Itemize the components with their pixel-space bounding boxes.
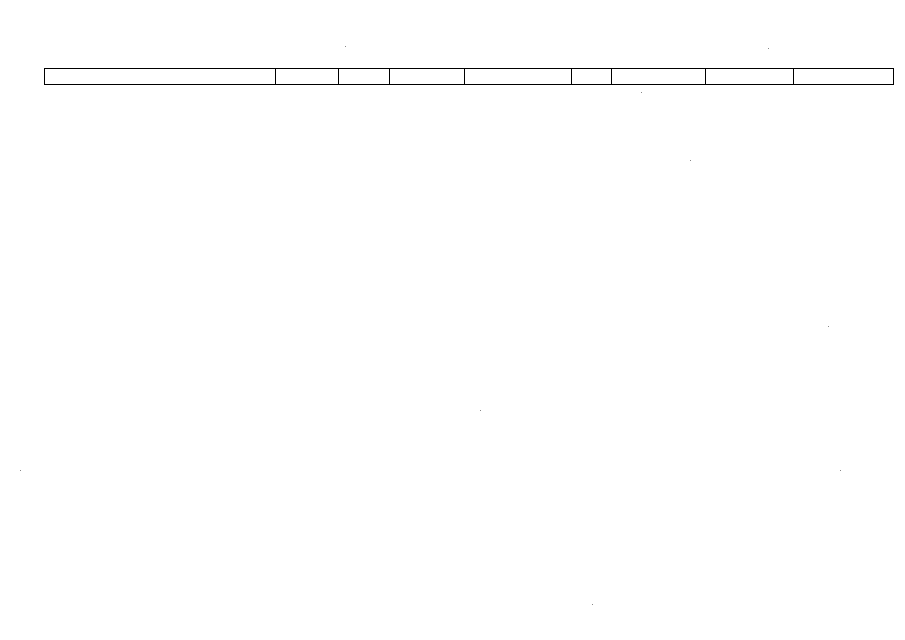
header-col-8 bbox=[706, 69, 794, 84]
header-col-7 bbox=[612, 69, 706, 84]
header-col-6 bbox=[572, 69, 612, 84]
header-col-2 bbox=[276, 69, 339, 84]
header-col-1 bbox=[45, 69, 276, 84]
header-col-4 bbox=[390, 69, 465, 84]
table-header bbox=[44, 68, 894, 85]
header-col-5 bbox=[465, 69, 572, 84]
header-col-9 bbox=[794, 69, 893, 84]
header-col-3 bbox=[339, 69, 390, 84]
